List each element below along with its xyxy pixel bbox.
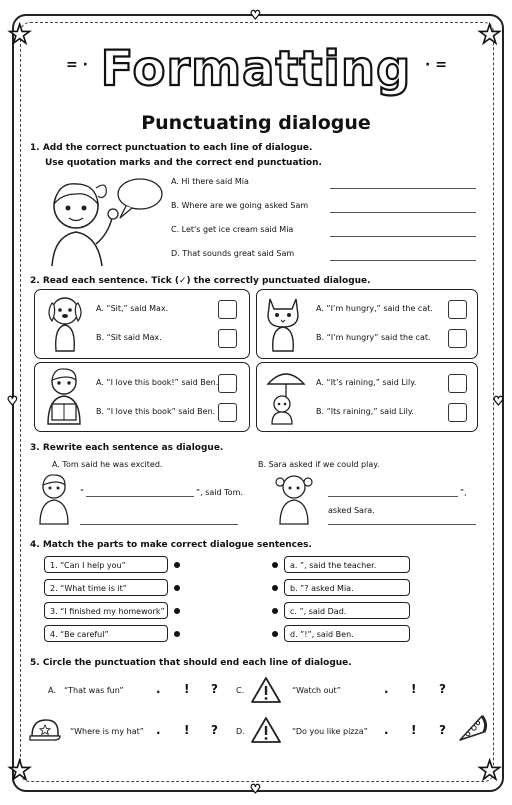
page-subtitle: Punctuating dialogue xyxy=(141,112,371,134)
q5-label-c: C. xyxy=(236,686,245,695)
q5-heading: 5. Circle the punctuation that should end each line of dialogue. xyxy=(30,658,352,668)
heart-icon: ♥ xyxy=(250,782,261,796)
sparkle-icon: · = xyxy=(425,57,447,73)
q2-heading: 2. Read each sentence. Tick (✓) the correctly punctuated dialogue. xyxy=(30,276,371,286)
pizza-icon xyxy=(456,712,488,744)
tick-box[interactable] xyxy=(218,329,237,348)
heart-icon: ♥ xyxy=(493,394,504,408)
q3-prompt-b: B. Sara asked if we could play. xyxy=(258,460,380,469)
q5-text-c: “Watch out” xyxy=(292,686,341,695)
answer-line[interactable] xyxy=(328,496,458,497)
match-dot[interactable] xyxy=(272,585,278,591)
q2-option: A. “I’m hungry,” said the cat. xyxy=(316,304,433,313)
q2-option: A. “I love this book!” said Ben. xyxy=(96,378,219,387)
match-right-item: a. ”, said the teacher. xyxy=(284,556,410,573)
q1-item: A. Hi there said Mia xyxy=(171,177,249,186)
q3-open-quote: “ xyxy=(80,488,85,497)
q1-item: D. That sounds great said Sam xyxy=(171,249,295,258)
match-left-item: 1. “Can I help you” xyxy=(44,556,168,573)
punct-option[interactable]: ! xyxy=(184,723,190,737)
q3-heading: 3. Rewrite each sentence as dialogue. xyxy=(30,443,224,453)
punct-option[interactable]: ? xyxy=(211,682,218,696)
q2-option: B. “I’m hungry” said the cat. xyxy=(316,333,431,342)
tick-box[interactable] xyxy=(448,329,467,348)
q5-text-b: “Where is my hat” xyxy=(70,727,144,736)
star-icon: ★ xyxy=(8,756,32,786)
q1-heading: 1. Add the correct punctuation to each line of dialogue. xyxy=(30,143,313,153)
q2-option: B. “Sit said Max. xyxy=(96,333,162,342)
q1-item: B. Where are we going asked Sam xyxy=(171,201,309,210)
punct-option[interactable]: ! xyxy=(184,682,190,696)
match-right-item: b. ”? asked Mia. xyxy=(284,579,410,596)
q1-instruction: Use quotation marks and the correct end punctuation. xyxy=(45,158,322,168)
star-icon: ★ xyxy=(478,756,502,786)
match-dot[interactable] xyxy=(272,631,278,637)
punct-option[interactable]: . xyxy=(384,723,389,737)
heart-icon: ♥ xyxy=(7,394,18,408)
tick-box[interactable] xyxy=(448,403,467,422)
girl-speech-illustration xyxy=(36,174,166,266)
heart-icon: ♥ xyxy=(250,8,261,22)
answer-line[interactable] xyxy=(330,260,476,261)
answer-line[interactable] xyxy=(330,236,476,237)
boy-reading-illustration xyxy=(42,366,86,426)
match-right-item: c. ”, said Dad. xyxy=(284,602,410,619)
match-dot[interactable] xyxy=(174,608,180,614)
answer-line[interactable] xyxy=(80,524,238,525)
tick-box[interactable] xyxy=(218,374,237,393)
punct-option[interactable]: . xyxy=(156,723,161,737)
q5-text-a: “That was fun” xyxy=(64,686,124,695)
hat-icon xyxy=(28,716,62,742)
match-dot[interactable] xyxy=(174,585,180,591)
boy-illustration xyxy=(36,472,72,526)
q5-label-a: A. xyxy=(48,686,56,695)
answer-line[interactable] xyxy=(330,188,476,189)
punct-option[interactable]: ? xyxy=(439,682,446,696)
punct-option[interactable]: ? xyxy=(439,723,446,737)
match-left-item: 3. “I finished my homework” xyxy=(44,602,168,619)
punct-option[interactable]: ! xyxy=(411,723,417,737)
answer-line[interactable] xyxy=(328,524,476,525)
q4-heading: 4. Match the parts to make correct dialogue sentences. xyxy=(30,540,312,550)
answer-line[interactable] xyxy=(330,212,476,213)
star-icon: ★ xyxy=(8,20,32,50)
punct-option[interactable]: ? xyxy=(211,723,218,737)
star-icon: ★ xyxy=(478,20,502,50)
q3-close-a: ”, said Tom. xyxy=(196,488,243,497)
match-dot[interactable] xyxy=(174,562,180,568)
dog-illustration xyxy=(44,293,86,353)
punct-option[interactable]: ! xyxy=(411,682,417,696)
match-dot[interactable] xyxy=(174,631,180,637)
q3-prompt-a: A. Tom said he was excited. xyxy=(52,460,163,469)
sparkle-icon: = · xyxy=(66,57,88,73)
q2-option: B. “I love this book” said Ben. xyxy=(96,407,216,416)
tick-box[interactable] xyxy=(448,374,467,393)
punct-option[interactable]: . xyxy=(384,682,389,696)
page-title: Formatting xyxy=(100,41,412,97)
match-left-item: 4. “Be careful” xyxy=(44,625,168,642)
q2-option: A. “Sit,” said Max. xyxy=(96,304,169,313)
tick-box[interactable] xyxy=(218,300,237,319)
q2-option: B. “Its raining,” said Lily. xyxy=(316,407,414,416)
q5-text-d: “Do you like pizza” xyxy=(292,727,368,736)
cat-illustration xyxy=(262,293,304,353)
match-dot[interactable] xyxy=(272,608,278,614)
girl-umbrella-illustration xyxy=(262,366,306,426)
match-right-item: d. ”!”, said Ben. xyxy=(284,625,410,642)
q1-item: C. Let's get ice cream said Mia xyxy=(171,225,294,234)
girl-pigtails-illustration xyxy=(272,472,316,526)
q3-close-b: ”, xyxy=(460,488,467,497)
q5-label-d: D. xyxy=(236,727,245,736)
match-dot[interactable] xyxy=(272,562,278,568)
q2-option: A. “It’s raining,” said Lily. xyxy=(316,378,417,387)
answer-line[interactable] xyxy=(86,496,194,497)
q3-tail-b: asked Sara. xyxy=(328,506,375,515)
warning-icon xyxy=(250,716,282,744)
tick-box[interactable] xyxy=(448,300,467,319)
punct-option[interactable]: . xyxy=(156,682,161,696)
tick-box[interactable] xyxy=(218,403,237,422)
warning-icon xyxy=(250,676,282,704)
match-left-item: 2. “What time is it” xyxy=(44,579,168,596)
